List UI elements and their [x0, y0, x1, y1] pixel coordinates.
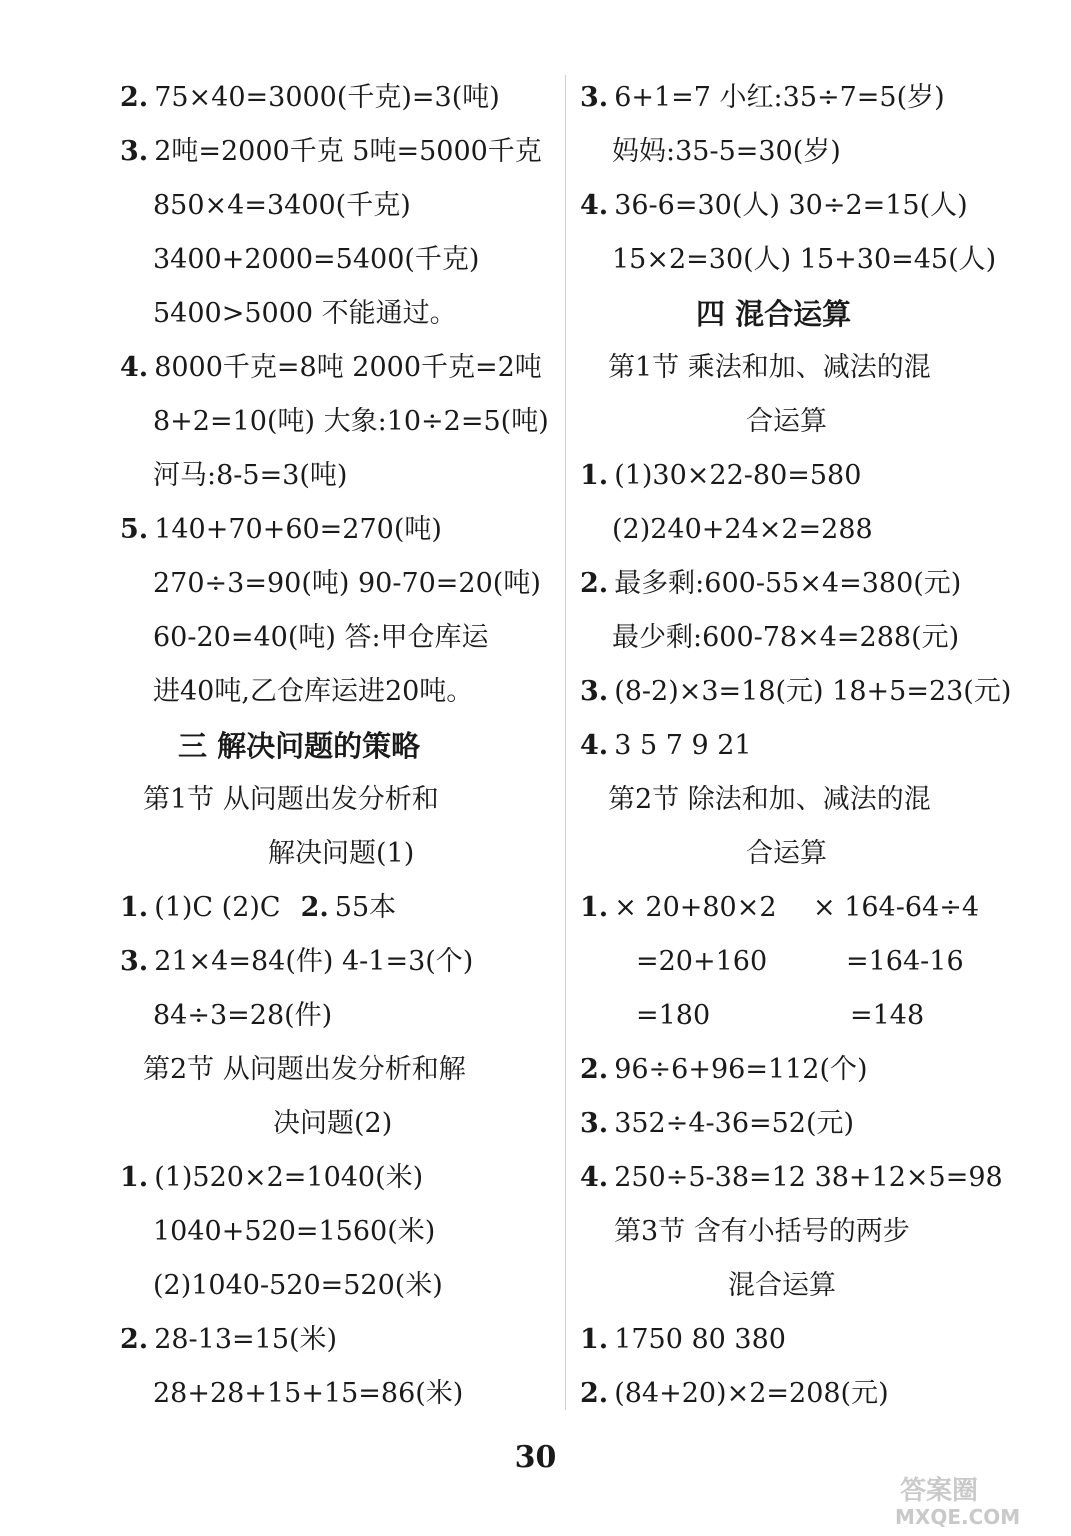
- answer-line: 3. (8-2)×3=18(元) 18+5=23(元): [580, 676, 1012, 707]
- answer-line: 3. 21×4=84(件) 4-1=3(个): [120, 946, 474, 977]
- answer-line: 270÷3=90(吨) 90-70=20(吨): [153, 568, 541, 599]
- answer-line: × 164-64÷4: [813, 892, 980, 923]
- section-heading: 第1节 从问题出发分析和: [143, 784, 439, 815]
- answer-line: 1. (1)30×22-80=580: [580, 460, 862, 491]
- answer-line: 5400>5000 不能通过。: [153, 298, 457, 329]
- answer-line: 5. 140+70+60=270(吨): [120, 514, 442, 545]
- watermark-url: MXQE.COM: [895, 1505, 1021, 1529]
- answer-line: 3400+2000=5400(千克): [153, 244, 480, 275]
- answer-line: 妈妈:35-5=30(岁): [612, 136, 841, 167]
- answer-line: (2)240+24×2=288: [612, 514, 873, 545]
- answer-line: 28+28+15+15=86(米): [153, 1378, 464, 1409]
- answer-line: 2. (84+20)×2=208(元): [580, 1378, 889, 1409]
- answer-line: 最少剩:600-78×4=288(元): [612, 622, 960, 653]
- answer-line: (2)1040-520=520(米): [153, 1270, 443, 1301]
- section-heading: 第2节 除法和加、减法的混: [608, 784, 931, 815]
- section-heading: 合运算: [746, 406, 827, 437]
- answer-line: =20+160: [636, 946, 768, 977]
- answer-line: 1. × 20+80×2: [580, 892, 777, 923]
- section-heading: 合运算: [746, 838, 827, 869]
- answer-line: 1. (1)C (2)C 2. 55本: [120, 892, 397, 923]
- section-heading: 混合运算: [728, 1270, 836, 1301]
- answer-line: 850×4=3400(千克): [153, 190, 411, 221]
- answer-line: 1. (1)520×2=1040(米): [120, 1162, 424, 1193]
- section-heading: 第2节 从问题出发分析和解: [143, 1054, 466, 1085]
- answer-line: 4. 250÷5-38=12 38+12×5=98: [580, 1162, 1003, 1193]
- answer-line: 2. 96÷6+96=112(个): [580, 1054, 868, 1085]
- answer-line: 3. 352÷4-36=52(元): [580, 1108, 855, 1139]
- answer-line: =164-16: [846, 946, 964, 977]
- section-heading: 决问题(2): [273, 1108, 393, 1139]
- answer-line: 2. 28-13=15(米): [120, 1324, 338, 1355]
- answer-line: 4. 36-6=30(人) 30÷2=15(人): [580, 190, 968, 221]
- answer-line: 2. 最多剩:600-55×4=380(元): [580, 568, 962, 599]
- answer-line: =148: [850, 1000, 925, 1031]
- page-number: 30: [514, 1440, 557, 1475]
- answer-line: 4. 8000千克=8吨 2000千克=2吨: [120, 352, 542, 383]
- answer-line: 1. 1750 80 380: [580, 1324, 786, 1355]
- answer-line: 2. 75×40=3000(千克)=3(吨): [120, 82, 500, 113]
- answer-line: 15×2=30(人) 15+30=45(人): [612, 244, 997, 275]
- answer-line: 4. 3 5 7 9 21: [580, 730, 752, 761]
- answer-line: 60-20=40(吨) 答:甲仓库运: [153, 622, 489, 653]
- answer-line: =180: [636, 1000, 711, 1031]
- answer-line: 1040+520=1560(米): [153, 1216, 436, 1247]
- answer-line: 3. 2吨=2000千克 5吨=5000千克: [120, 136, 542, 167]
- section-heading: 第1节 乘法和加、减法的混: [608, 352, 931, 383]
- watermark-logo: 答案圈: [900, 1476, 979, 1506]
- section-heading: 解决问题(1): [268, 838, 415, 869]
- answer-line: 84÷3=28(件): [153, 1000, 333, 1031]
- answer-line: 8+2=10(吨) 大象:10÷2=5(吨): [153, 406, 549, 437]
- chapter-heading: 四 混合运算: [696, 297, 852, 331]
- answer-line: 3. 6+1=7 小红:35÷7=5(岁): [580, 82, 945, 113]
- answer-line: 河马:8-5=3(吨): [153, 460, 348, 491]
- section-heading: 第3节 含有小括号的两步: [614, 1216, 910, 1247]
- chapter-heading: 三 解决问题的策略: [178, 729, 421, 763]
- column-divider: [565, 75, 566, 1410]
- answer-line: 进40吨,乙仓库运进20吨。: [153, 676, 474, 707]
